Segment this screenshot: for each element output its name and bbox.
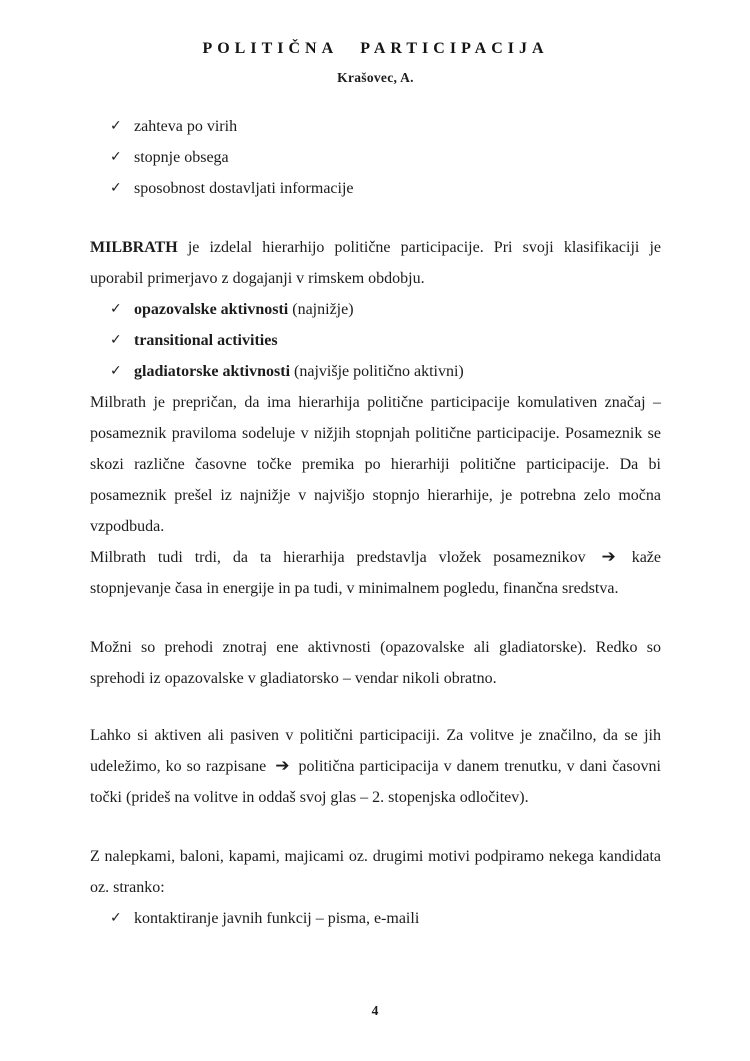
document-title: POLITIČNA PARTICIPACIJA bbox=[202, 40, 549, 57]
right-arrow-icon: ➔ bbox=[275, 756, 290, 776]
support-actions-list bbox=[90, 903, 661, 934]
page-number: 4 bbox=[371, 1003, 379, 1018]
level-note-text: (najnižje) bbox=[288, 301, 354, 318]
paragraph-hierarchy-cumulative: Milbrath je prepričan, da ima hierarhija politične participacije komulativen značaj – posameznik praviloma sodeluje v nižjih stopnjah politične participacije. Posameznik se skozi različne časovne točke premika po hierarhiji politične participacije. Da bi posameznik prešel iz najnižje v najvišjo stopnjo hierarhije, je potrebna zelo močna vzpodbuda. bbox=[90, 394, 661, 535]
list-item-text: zahteva po virih bbox=[134, 118, 238, 135]
checkmark-icon: ✓ bbox=[110, 332, 122, 348]
list-item bbox=[90, 356, 661, 387]
paragraph-active-passive bbox=[90, 720, 661, 813]
investment-before-text: Milbrath tudi trdi, da ta hierarhija predstavlja vložek posameznikov bbox=[90, 549, 598, 566]
paragraph-investment bbox=[90, 542, 661, 604]
paragraph-milbrath-intro bbox=[90, 232, 661, 294]
milbrath-levels-list bbox=[90, 294, 661, 387]
document-header bbox=[90, 38, 661, 87]
paragraph-transitions: Možni so prehodi znotraj ene aktivnosti (opazovalske ali gladiatorske). Redko so sprehodi iz opazovalske v gladiatorsko – vendar nikoli obratno. bbox=[90, 639, 661, 687]
level-name-text: gladiatorske aktivnosti bbox=[134, 363, 291, 380]
checkmark-icon: ✓ bbox=[110, 149, 122, 165]
right-arrow-icon: ➔ bbox=[601, 547, 616, 567]
checkmark-icon: ✓ bbox=[110, 363, 122, 379]
list-item bbox=[90, 173, 661, 204]
list-item bbox=[90, 111, 661, 142]
list-item bbox=[90, 142, 661, 173]
list-item bbox=[90, 294, 661, 325]
milbrath-lead-text: MILBRATH bbox=[90, 239, 178, 256]
level-name-text: opazovalske aktivnosti bbox=[134, 301, 289, 318]
list-item bbox=[90, 325, 661, 356]
list-item-text: stopnje obsega bbox=[134, 149, 229, 166]
checkmark-icon: ✓ bbox=[110, 910, 122, 926]
milbrath-rest-text: je izdelal hierarhijo politične participacije. Pri svoji klasifikaciji je uporabil primerjavo z dogajanji v rimskem obdobju. bbox=[90, 239, 661, 287]
investment-after-text: kaže stopnjevanje časa in energije in pa tudi, v minimalnem pogledu, finančna sredstva. bbox=[90, 549, 661, 597]
document-author: Krašovec, A. bbox=[337, 70, 414, 85]
level-note-text: (najvišje politično aktivni) bbox=[290, 363, 464, 380]
level-name-text: transitional activities bbox=[134, 332, 278, 349]
active-passive-before-text: Lahko si aktiven ali pasiven v politični participaciji. Za volitve je značilno, da se jih udeležimo, ko so razpisane bbox=[90, 727, 661, 775]
resources-list bbox=[90, 111, 661, 204]
checkmark-icon: ✓ bbox=[110, 301, 122, 317]
active-passive-after-text: politična participacija v danem trenutku, v dani časovni točki (prideš na volitve in oddaš svoj glas – 2. stopenjska odločitev). bbox=[90, 758, 662, 806]
list-item-text: kontaktiranje javnih funkcij – pisma, e-maili bbox=[134, 910, 420, 927]
paragraph-support-intro: Z nalepkami, baloni, kapami, majicami oz. drugimi motivi podpiramo nekega kandidata oz. stranko: bbox=[90, 848, 661, 896]
checkmark-icon: ✓ bbox=[110, 180, 122, 196]
list-item-text: sposobnost dostavljati informacije bbox=[134, 180, 354, 197]
checkmark-icon: ✓ bbox=[110, 118, 122, 134]
list-item bbox=[90, 903, 661, 934]
